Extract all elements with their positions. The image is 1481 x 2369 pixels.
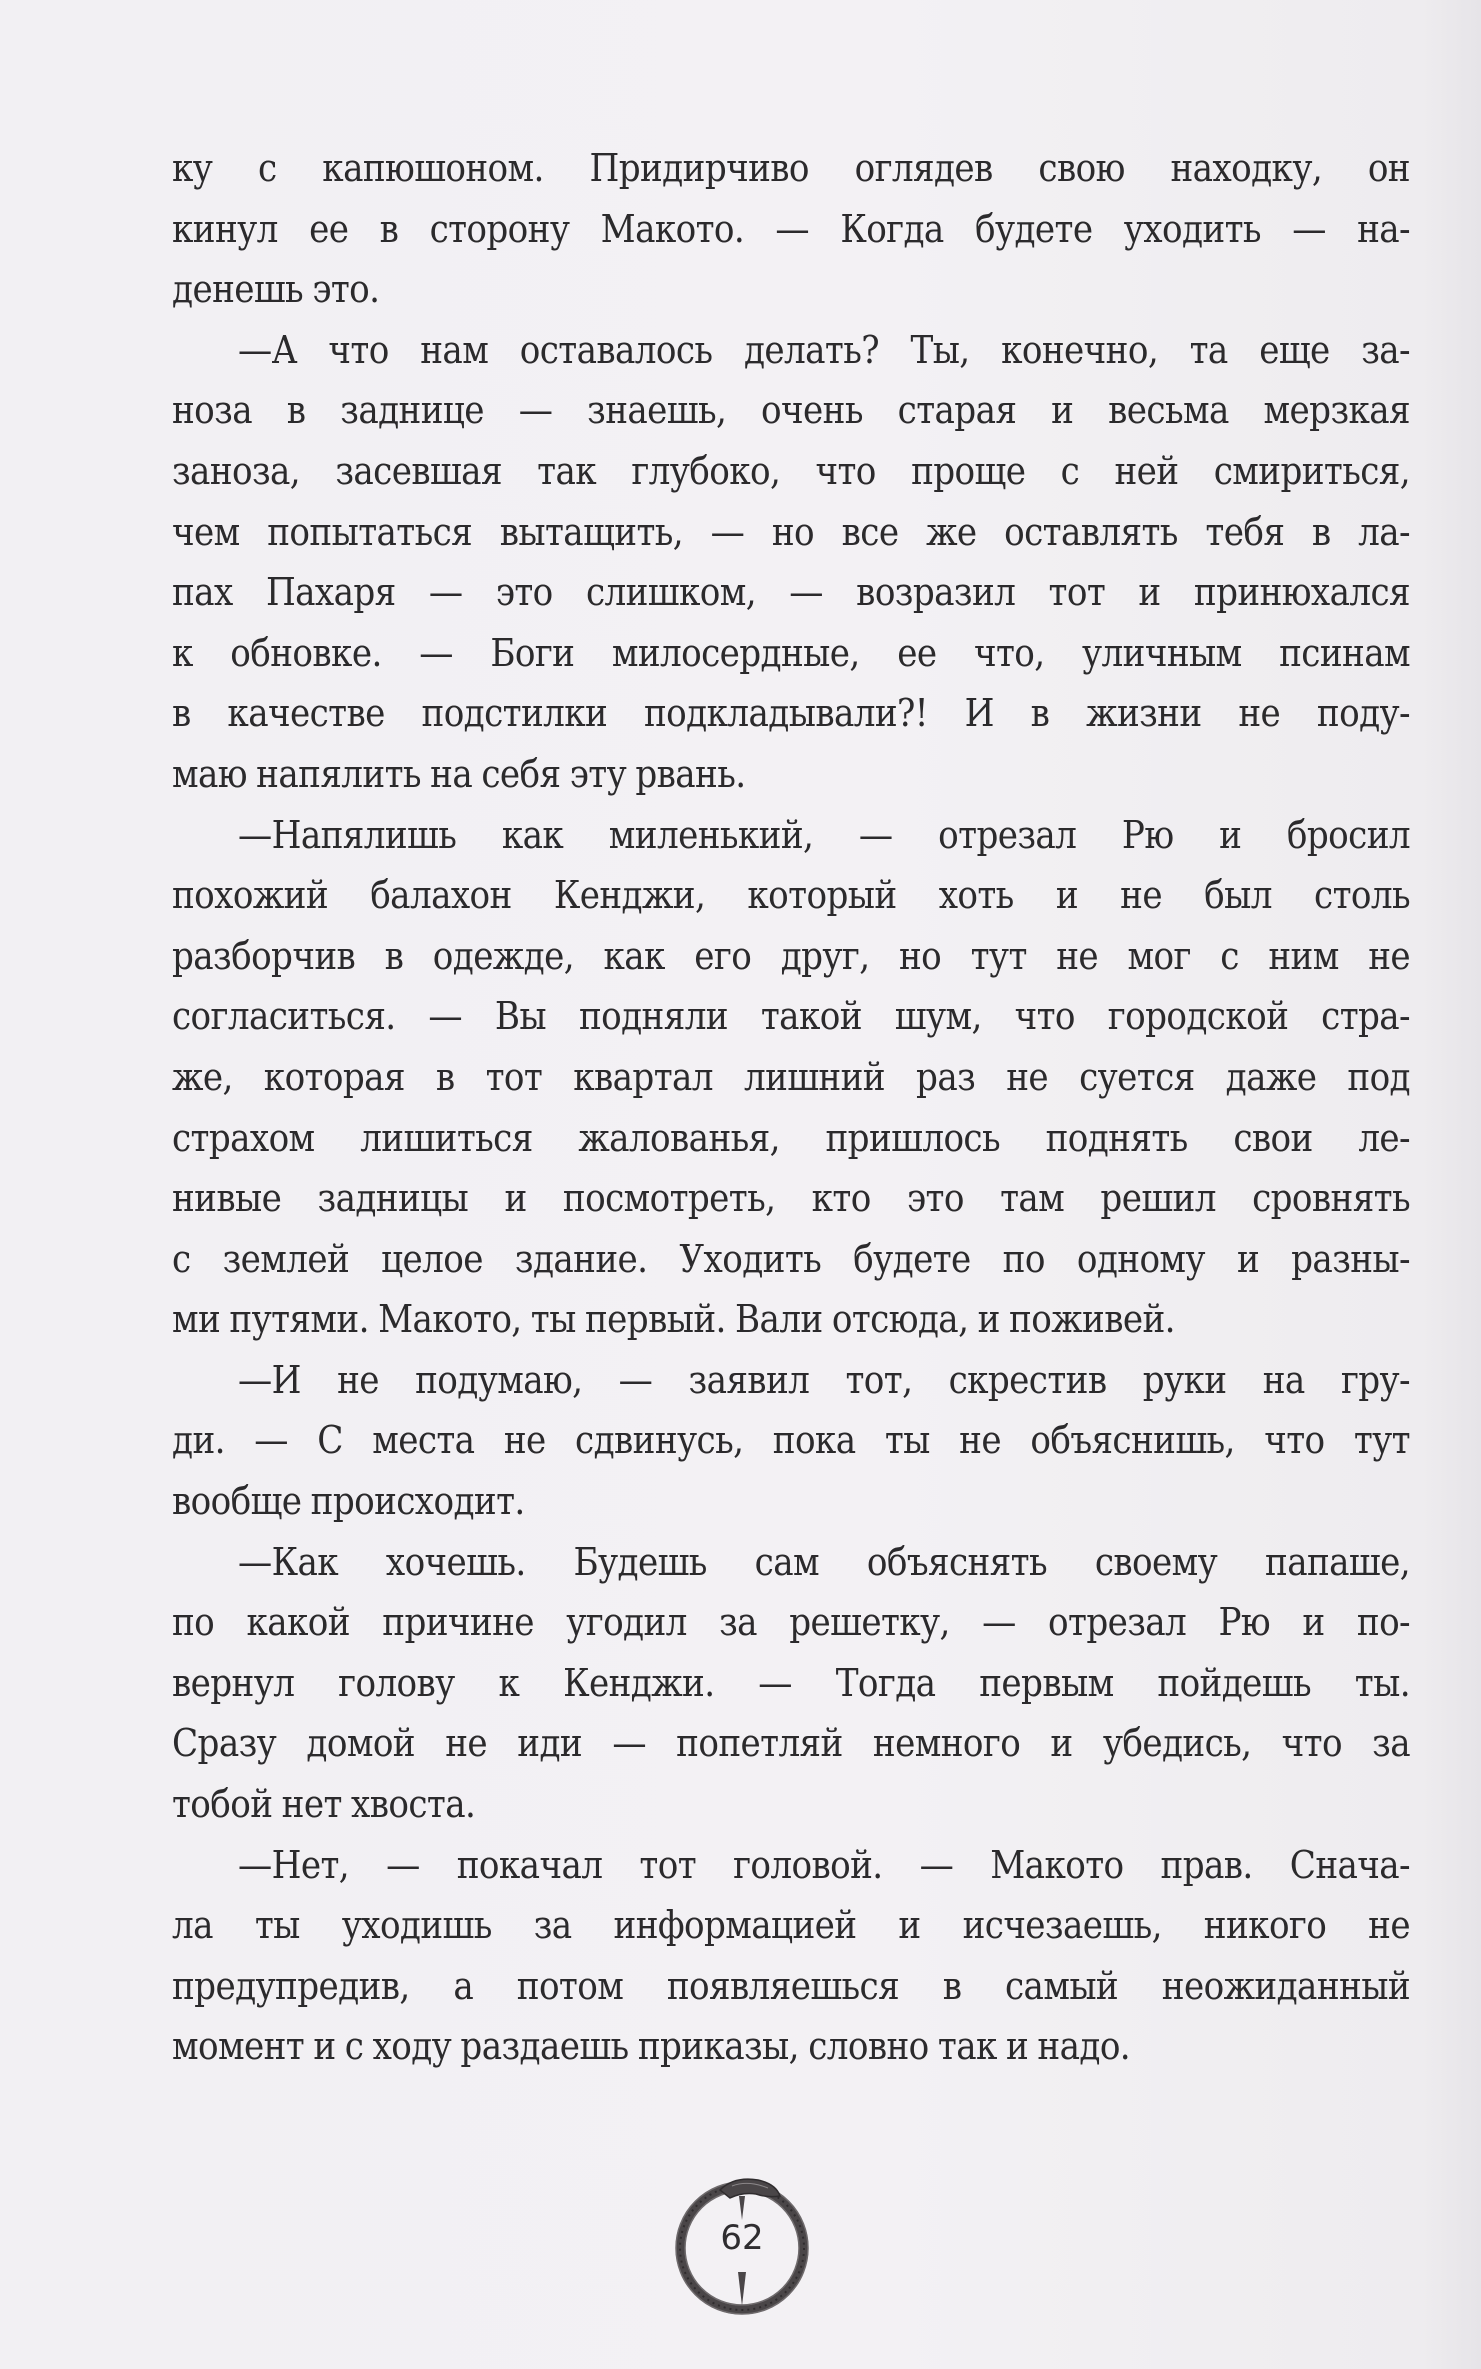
text-line: денешь это.: [172, 267, 380, 312]
text-line: к обновке. — Боги милосердные, ее что, уличным псинам: [172, 630, 1410, 675]
paragraph: [172, 1835, 1410, 2077]
body-text: [172, 138, 1410, 2077]
text-line: согласиться. — Вы подняли такой шум, что городской стра-: [172, 994, 1410, 1039]
paragraph: [172, 805, 1410, 1350]
paragraph: [172, 138, 1410, 320]
text-line: пах Пахаря — это слишком, — возразил тот и принюхался: [172, 570, 1410, 615]
text-line: —Как хочешь. Будешь сам объяснять своему папаше,: [238, 1539, 1410, 1584]
text-line: вообще происходит.: [172, 1479, 525, 1524]
page-number: 62: [720, 2218, 764, 2258]
text-line: тобой нет хвоста.: [172, 1782, 476, 1827]
text-line: с землей целое здание. Уходить будете по одному и разны-: [172, 1236, 1410, 1281]
text-line: вернул голову к Кенджи. — Тогда первым пойдешь ты.: [172, 1660, 1410, 1705]
text-line: —Нет, — покачал тот головой. — Макото прав. Снача-: [238, 1842, 1410, 1887]
paragraph: [172, 320, 1410, 805]
text-line: по какой причине угодил за решетку, — отрезал Рю и по-: [172, 1600, 1410, 1645]
text-line: похожий балахон Кенджи, который хоть и не был столь: [172, 873, 1410, 918]
text-line: момент и с ходу раздаешь приказы, словно так и надо.: [172, 2024, 1131, 2069]
text-line: разборчив в одежде, как его друг, но тут не мог с ним не: [172, 933, 1410, 978]
text-line: ку с капюшоном. Придирчиво оглядев свою находку, он: [172, 146, 1410, 190]
text-line: —Напялишь как миленький, — отрезал Рю и бросил: [238, 812, 1410, 857]
text-line: Сразу домой не иди — попетляй немного и убедись, что за: [172, 1721, 1410, 1766]
text-line: —А что нам оставалось делать? Ты, конечно, та еще за-: [238, 327, 1410, 372]
text-line: ла ты уходишь за информацией и исчезаешь, никого не: [172, 1903, 1410, 1948]
text-line: ди. — С места не сдвинусь, пока ты не объяснишь, что тут: [172, 1418, 1410, 1463]
text-line: чем попытаться вытащить, — но все же оставлять тебя в ла-: [172, 509, 1410, 554]
paragraph: [172, 1532, 1410, 1835]
text-line: маю напялить на себя эту рвань.: [172, 751, 746, 796]
text-line: ми путями. Макото, ты первый. Вали отсюда, и поживей.: [172, 1297, 1175, 1342]
text-line: заноза, засевшая так глубоко, что проще с ней смириться,: [172, 448, 1410, 493]
text-line: предупредив, а потом появляешься в самый неожиданный: [172, 1963, 1410, 2008]
paragraph: [172, 1350, 1410, 1532]
text-line: —И не подумаю, — заявил тот, скрестив руки на гру-: [238, 1357, 1410, 1402]
text-line: кинул ее в сторону Макото. — Когда будете уходить — на-: [172, 206, 1410, 251]
page-number-ornament: [672, 2168, 812, 2318]
text-line: в качестве подстилки подкладывали?! И в жизни не поду-: [172, 691, 1410, 736]
text-line: ноза в заднице — знаешь, очень старая и весьма мерзкая: [172, 388, 1410, 433]
text-line: страхом лишиться жалованья, пришлось поднять свои ле-: [172, 1115, 1410, 1160]
text-line: же, которая в тот квартал лишний раз не суется даже под: [172, 1054, 1410, 1099]
text-line: нивые задницы и посмотреть, кто это там решил сровнять: [172, 1176, 1410, 1221]
